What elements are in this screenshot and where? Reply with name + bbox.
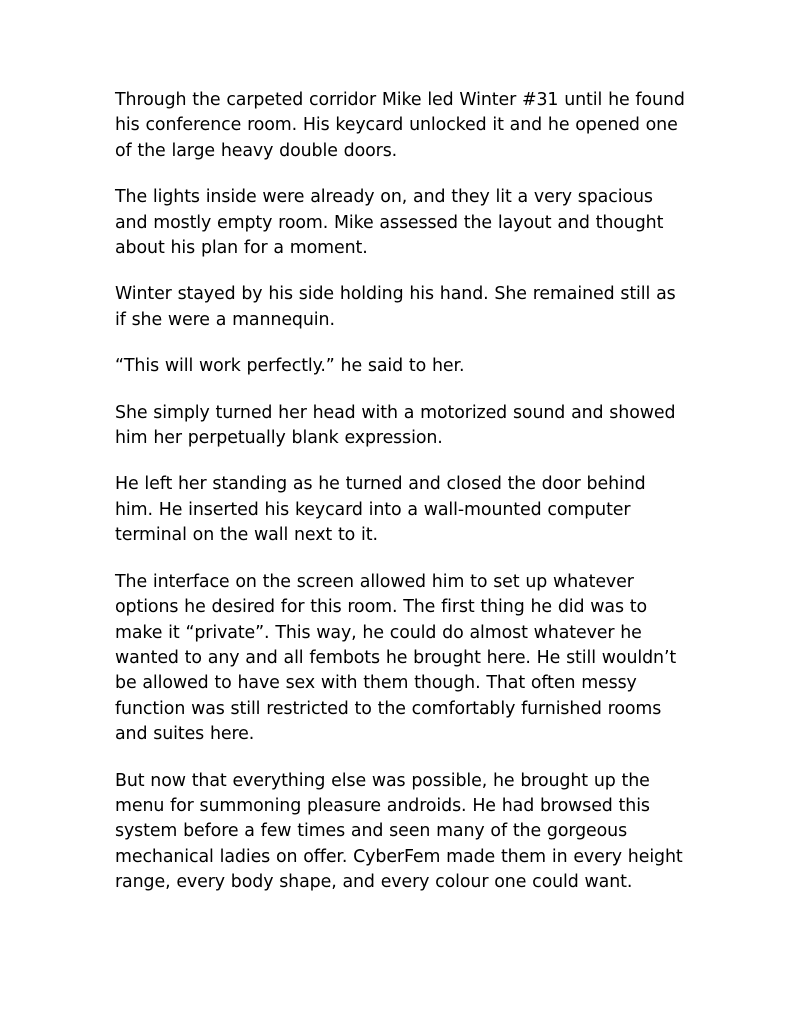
paragraph: But now that everything else was possible, he brought up the menu for summoning pleasure androids. He had browsed this system before a few times and seen many of the gorgeous mechanical ladies on offer. CyberFem made them in every height range, every body shape, and every colour one could want. — [115, 770, 683, 893]
paragraph: “This will work perfectly.” he said to her. — [115, 356, 465, 377]
paragraph: She simply turned her head with a motorized sound and showed him her perpetually blank expression. — [115, 402, 676, 449]
document-body — [115, 88, 687, 896]
paragraph: Through the carpeted corridor Mike led Winter #31 until he found his conference room. His keycard unlocked it and he opened one of the large heavy double doors. — [115, 90, 685, 161]
paragraph: Winter stayed by his side holding his hand. She remained still as if she were a mannequin. — [115, 284, 676, 330]
paragraph: He left her standing as he turned and closed the door behind him. He inserted his keycard into a wall-mounted computer terminal on the wall next to it. — [115, 474, 646, 546]
paragraph: The lights inside were already on, and they lit a very spacious and mostly empty room. Mike assessed the layout and thought about his plan for a moment. — [115, 187, 664, 259]
paragraph: The interface on the screen allowed him to set up whatever options he desired for this room. The first thing he did was to make it “private”. This way, he could do almost whatever he wanted to any and all fembots he brought here. He still wouldn’t be allowed to have sex with them though. That often messy function was still restricted to the comfortably furnished rooms and suites here. — [115, 571, 677, 745]
